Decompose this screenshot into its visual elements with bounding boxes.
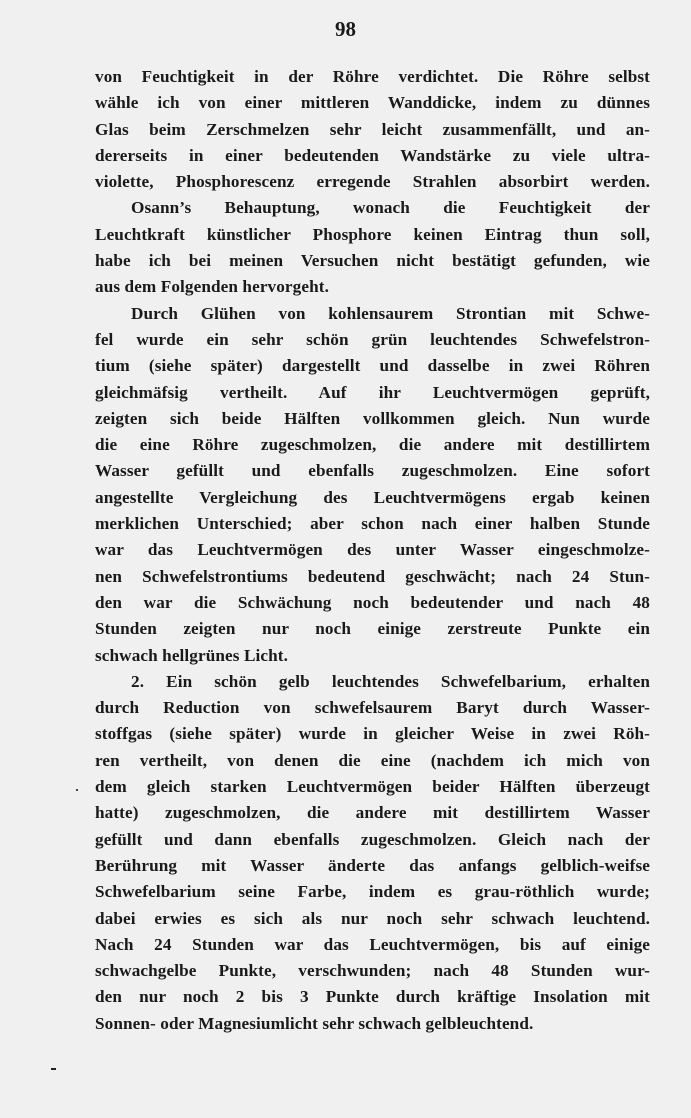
text-line: den war die Schwächung noch bedeutender und nach 48 xyxy=(95,592,650,612)
text-line: merklichen Unterschied; aber schon nach einer halben Stunde xyxy=(95,514,650,534)
text-line: ren vertheilt, von denen die eine (nachdem ich mich von xyxy=(95,750,650,770)
text-line: hatte) zugeschmolzen, die andere mit destillirtem Wasser xyxy=(95,803,650,823)
text-line: Glas beim Zerschmelzen sehr leicht zusammenfällt, und an- xyxy=(95,119,650,139)
text-line: den nur noch 2 bis 3 Punkte durch kräftige Insolation mit xyxy=(95,987,650,1007)
text-line: aus dem Folgenden hervorgeht. xyxy=(95,277,329,297)
text-line: die eine Röhre zugeschmolzen, die andere mit destillirtem xyxy=(95,435,650,455)
text-line: nen Schwefelstrontiums bedeutend geschwächt; nach 24 Stun- xyxy=(95,566,650,586)
text-line: gleichmäfsig vertheilt. Auf ihr Leuchtvermögen geprüft, xyxy=(95,382,650,402)
text-line: Nach 24 Stunden war das Leuchtvermögen, bis auf einige xyxy=(95,934,650,954)
text-line: war das Leuchtvermögen des unter Wasser eingeschmolze- xyxy=(95,540,650,560)
text-line: Leuchtkraft künstlicher Phosphore keinen Eintrag thun soll, xyxy=(95,224,650,244)
text-line: stoffgas (siehe später) wurde in gleicher Weise in zwei Röh- xyxy=(95,724,650,744)
text-line: schwachgelbe Punkte, verschwunden; nach 48 Stunden wur- xyxy=(95,961,650,981)
text-line: wähle ich von einer mittleren Wanddicke, indem zu dünnes xyxy=(95,93,650,113)
scan-mark xyxy=(51,1068,56,1070)
text-line: Durch Glühen von kohlensaurem Strontian mit Schwe- xyxy=(131,303,650,323)
text-line: tium (siehe später) dargestellt und dasselbe in zwei Röhren xyxy=(95,356,650,376)
text-line: gefüllt und dann ebenfalls zugeschmolzen. Gleich nach der xyxy=(95,829,650,849)
text-line: fel wurde ein sehr schön grün leuchtendes Schwefelstron- xyxy=(95,329,650,349)
scan-speck xyxy=(76,789,78,791)
text-line: von Feuchtigkeit in der Röhre verdichtet. Die Röhre selbst xyxy=(95,67,650,86)
text-line: Osann’s Behauptung, wonach die Feuchtigkeit der xyxy=(131,198,650,218)
text-line: dem gleich starken Leuchtvermögen beider Hälften überzeugt xyxy=(95,777,650,797)
text-line: zeigten sich beide Hälften vollkommen gleich. Nun wurde xyxy=(95,408,650,428)
text-line: Stunden zeigten nur noch einige zerstreute Punkte ein xyxy=(95,619,650,639)
page-number: 98 xyxy=(335,17,356,41)
text-line: Schwefelbarium seine Farbe, indem es grau-röthlich wurde; xyxy=(95,882,650,902)
text-line: 2. Ein schön gelb leuchtendes Schwefelbarium, erhalten xyxy=(131,671,650,691)
text-line: angestellte Vergleichung des Leuchtvermögens ergab keinen xyxy=(95,487,650,507)
text-line: Sonnen- oder Magnesiumlicht sehr schwach gelbleuchtend. xyxy=(95,1013,534,1033)
text-line: violette, Phosphorescenz erregende Strahlen absorbirt werden. xyxy=(95,172,650,192)
text-line: dabei erwies es sich als nur noch sehr schwach leuchtend. xyxy=(95,908,650,928)
text-line: Wasser gefüllt und ebenfalls zugeschmolzen. Eine sofort xyxy=(95,461,650,481)
body-text xyxy=(95,64,650,1037)
text-line: Berührung mit Wasser änderte das anfangs gelblich-weifse xyxy=(95,855,650,875)
text-line: durch Reduction von schwefelsaurem Baryt durch Wasser- xyxy=(95,698,650,718)
text-line: habe ich bei meinen Versuchen nicht bestätigt gefunden, wie xyxy=(95,251,650,271)
text-line: schwach hellgrünes Licht. xyxy=(95,645,289,665)
text-line: dererseits in einer bedeutenden Wandstärke zu viele ultra- xyxy=(95,145,650,165)
